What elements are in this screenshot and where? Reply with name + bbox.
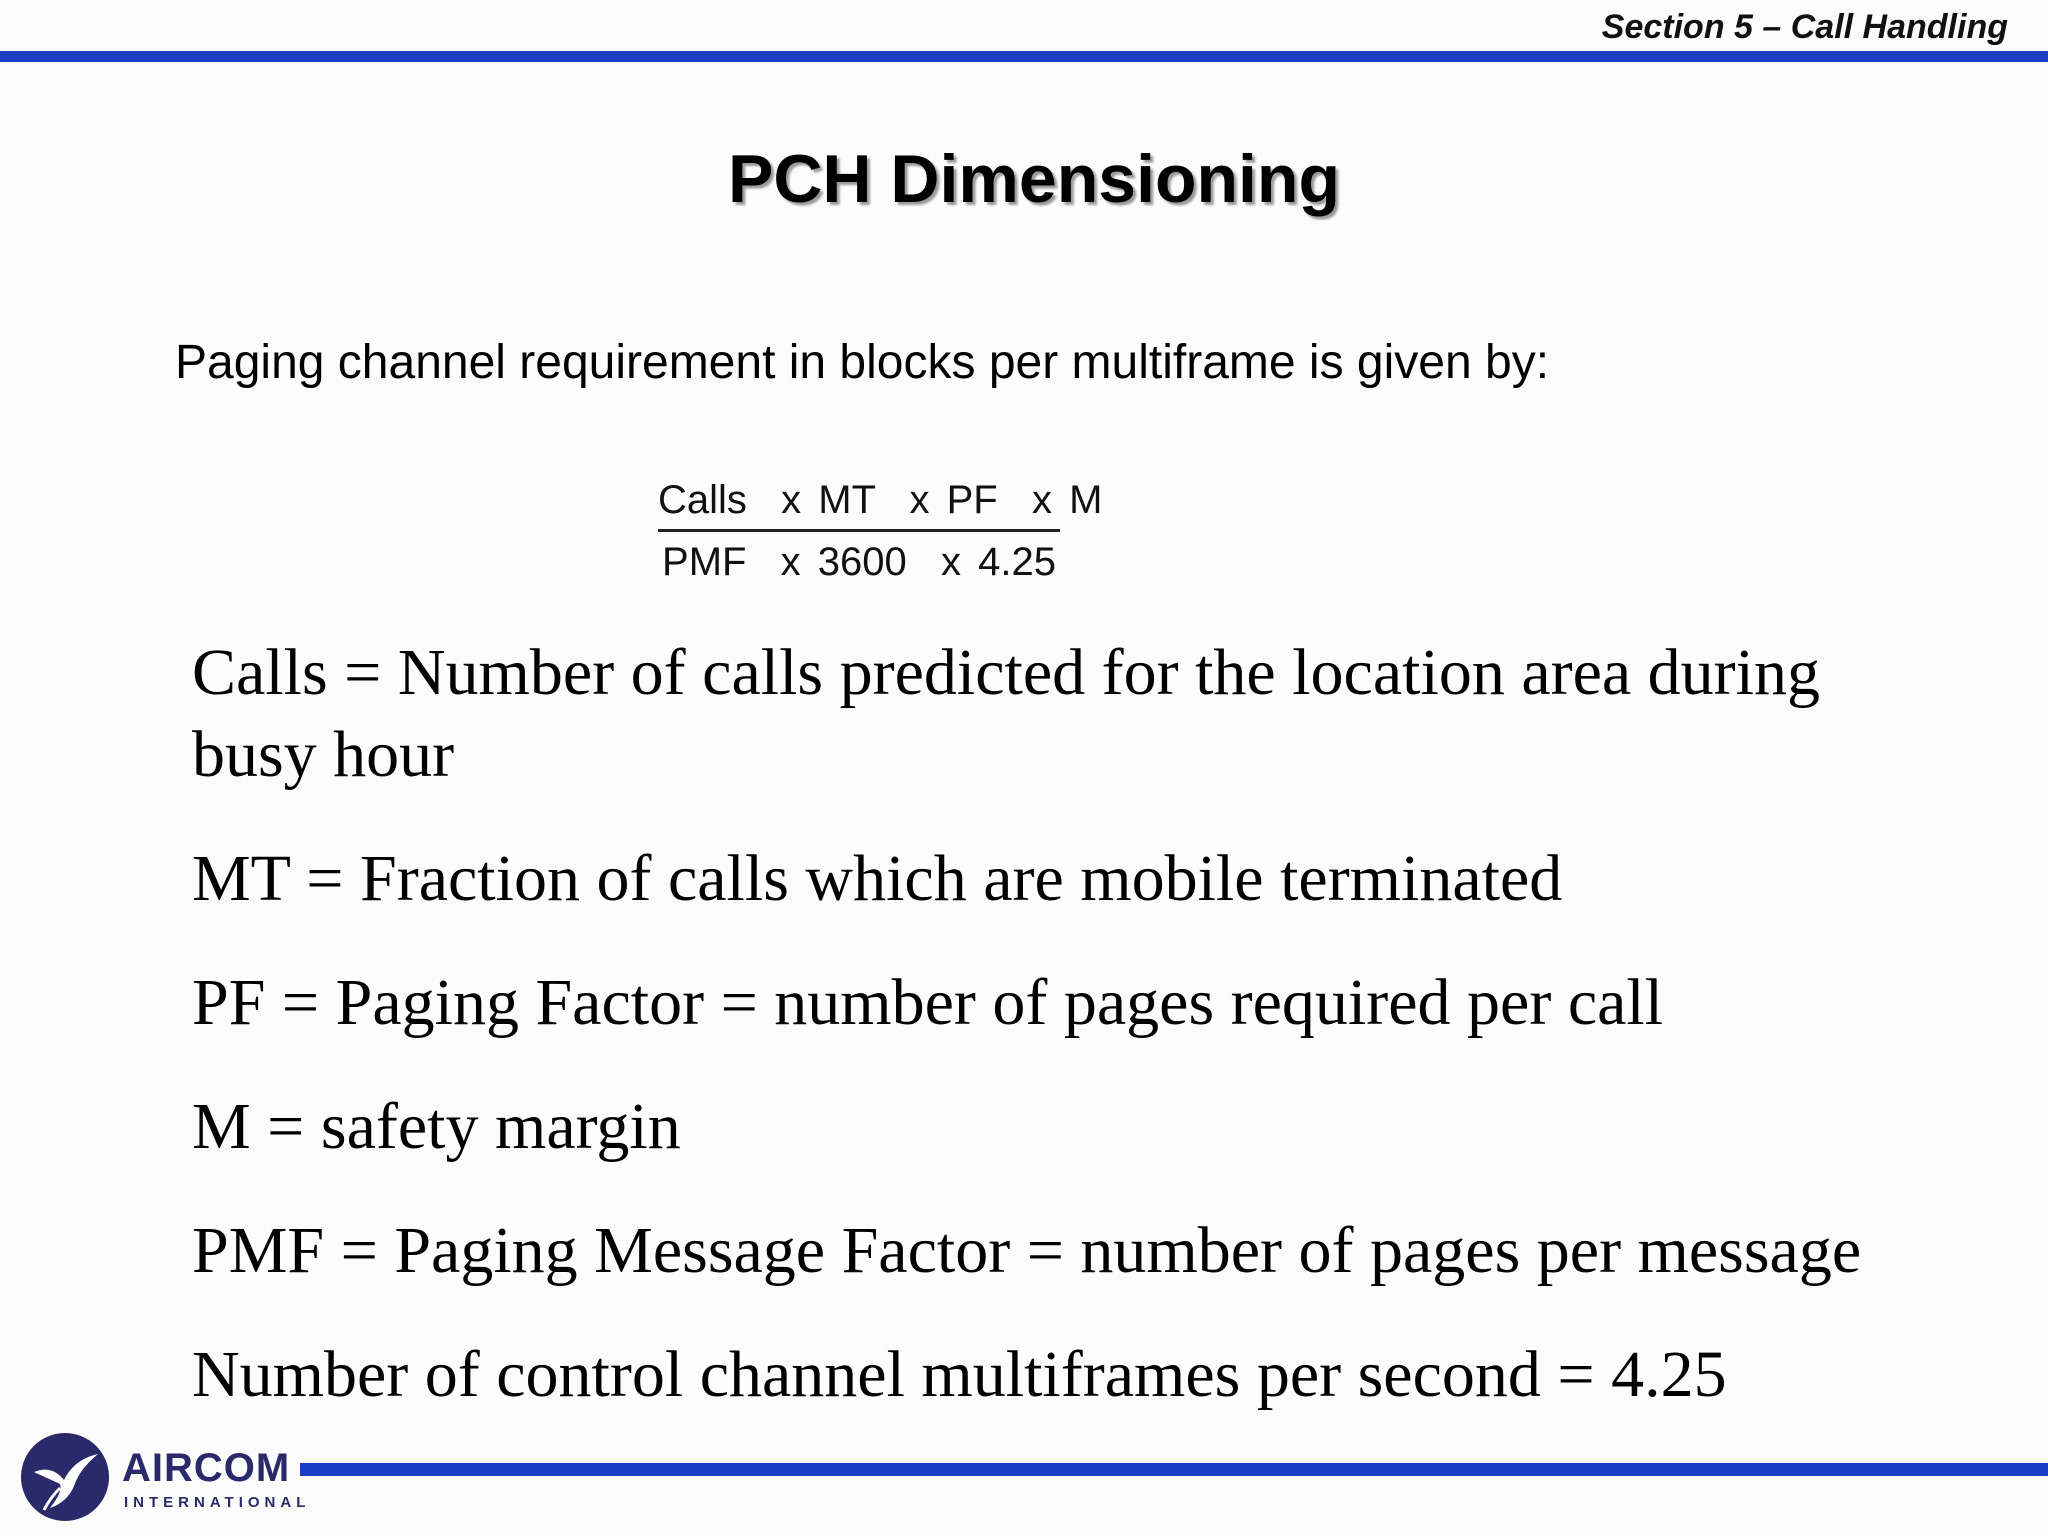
definition-pf: PF = Paging Factor = number of pages required per call [192,966,1664,1039]
definition-calls: Calls = Number of calls predicted for the location area during busy hour [192,636,1820,791]
intro-text: Paging channel requirement in blocks per multiframe is given by: [175,336,1550,389]
formula-denominator: PMF x 3600 x 4.25 [662,540,1056,584]
definitions-list [192,632,1912,1416]
slide-title: PCH Dimensioning [727,141,1341,217]
definition-m: M = safety margin [192,1090,681,1163]
definition-mt: MT = Fraction of calls which are mobile terminated [192,842,1563,915]
logo-tagline: INTERNATIONAL [124,1494,311,1511]
bird-logo-icon [20,1432,110,1522]
section-header: Section 5 – Call Handling [1601,8,2008,46]
logo-name: AIRCOM [122,1446,291,1490]
definition-multiframes: Number of control channel multiframes per second = 4.25 [192,1338,1727,1411]
bottom-rule [300,1463,2048,1476]
top-rule [0,51,2048,62]
aircom-logo [20,1428,320,1528]
formula [658,478,1103,585]
definition-pmf: PMF = Paging Message Factor = number of pages per message [192,1214,1862,1287]
formula-numerator: Calls x MT x PF x M [658,478,1103,522]
